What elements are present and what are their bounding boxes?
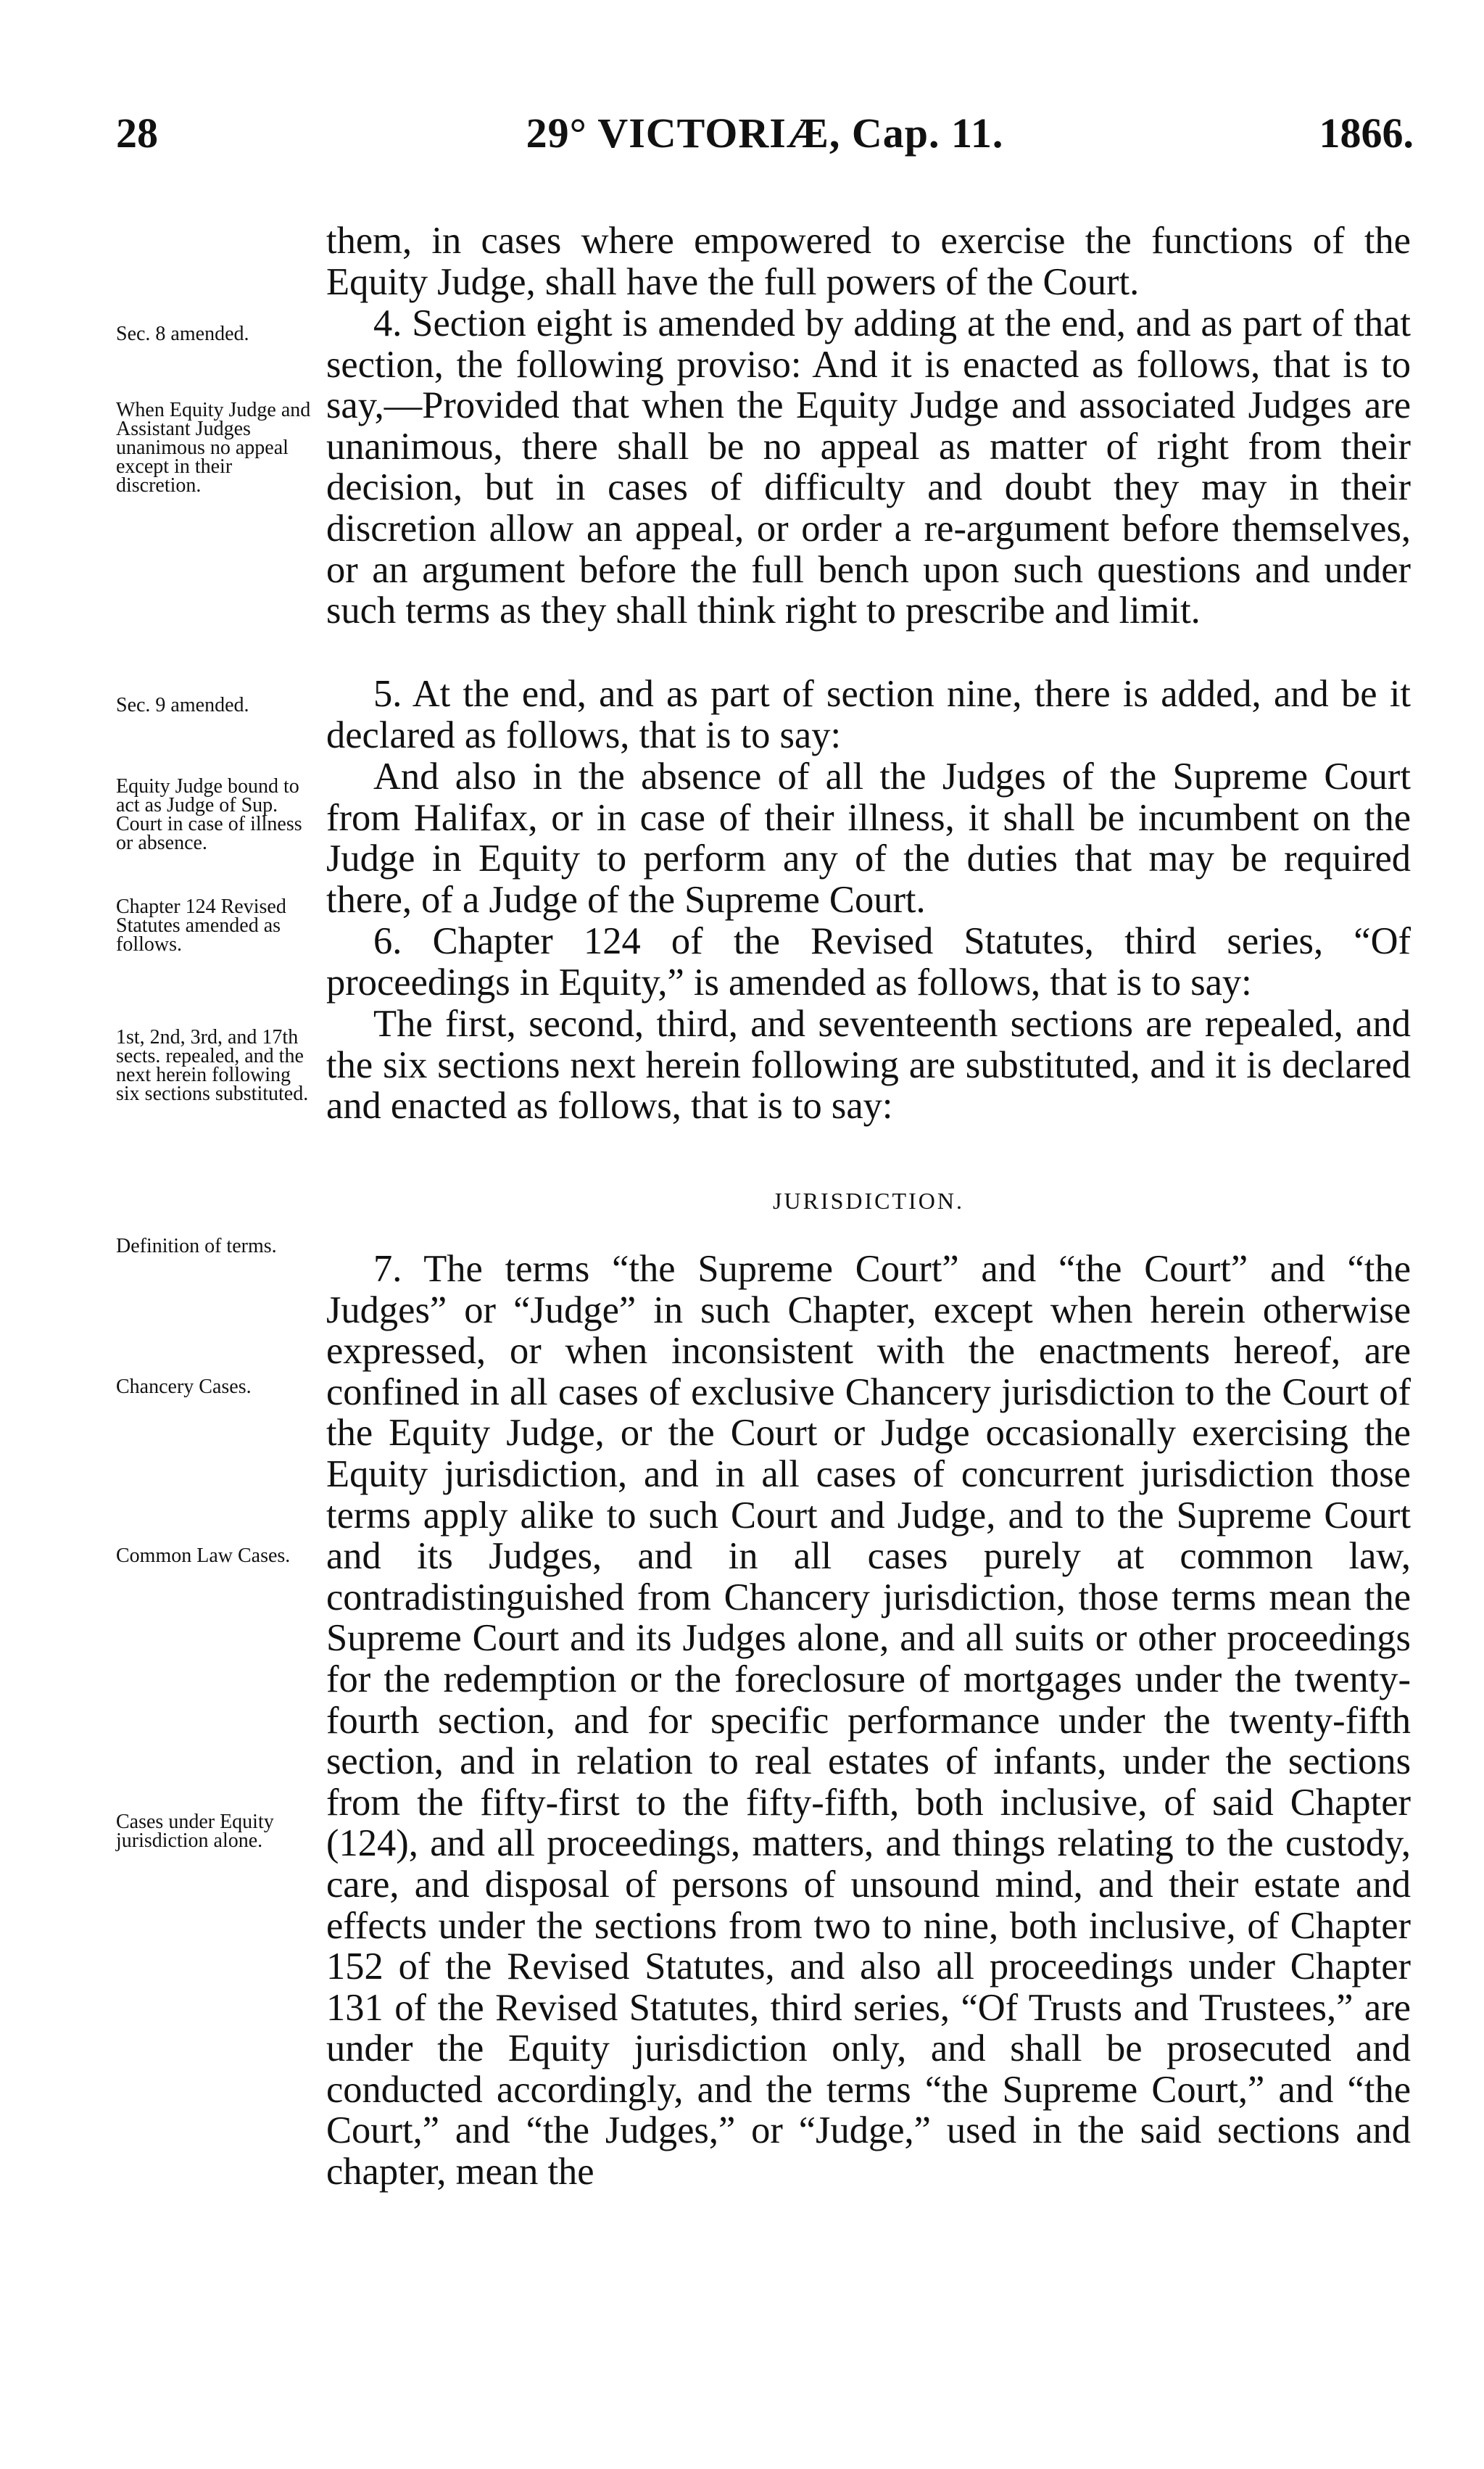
- section-heading: JURISDICTION.: [773, 1188, 964, 1214]
- paragraph-continuation: them, in cases where empowered to exercise the functions of the Equity Judge, shall have the full powers of the Court.: [326, 220, 1411, 303]
- margin-note: When Equity Judge and Assistant Judges unanimous no appeal except in their discretion.: [116, 399, 311, 497]
- margin-note: Cases under Equity jurisdiction alone.: [116, 1811, 274, 1852]
- running-title: 29° VICTORIÆ, Cap. 11.: [526, 109, 1004, 157]
- margin-note: Equity Judge bound to act as Judge of Sup. Court in case of illness or absence.: [116, 775, 302, 854]
- page-number: 28: [116, 109, 158, 157]
- paragraph-section-6: 6. Chapter 124 of the Revised Statutes, third series, “Of proceedings in Equity,” is amended as follows, that is to say:: [326, 920, 1411, 1004]
- header-year: 1866.: [1319, 109, 1414, 157]
- margin-note: Chapter 124 Revised Statutes amended as follows.: [116, 896, 286, 956]
- margin-note: Chancery Cases.: [116, 1376, 252, 1398]
- margin-note: Sec. 8 amended.: [116, 323, 249, 345]
- paragraph-section-5: 5. At the end, and as part of section nine, there is added, and be it declared as follows, that is to say:: [326, 673, 1411, 756]
- paragraph-substitution: The first, second, third, and seventeenth sections are repealed, and the six sections next herein following are substituted, and it is declared and enacted as follows, that is to say:: [326, 1003, 1411, 1128]
- paragraph-proviso: And also in the absence of all the Judges of the Supreme Court from Halifax, or in case of their illness, it shall be incumbent on the Judge in Equity to perform any of the duties that may be required there, of a Judge of the Supreme Court.: [326, 756, 1411, 921]
- margin-note: 1st, 2nd, 3rd, and 17th sects. repealed, and the next herein following six sections substituted.: [116, 1026, 309, 1105]
- paragraph-section-4: 4. Section eight is amended by adding at the end, and as part of that section, the following proviso: And it is enacted as follows, that is to say,—Provided that when the Equity Judge and associated Judges are unanimous, there shall be no appeal as matter of right from their decision, but in cases of difficulty and doubt they may in their discretion allow an appeal, or order a re-argument before themselves, or an argument before the full bench upon such questions and under such terms as they shall think right to prescribe and limit.: [326, 302, 1411, 632]
- margin-note: Common Law Cases.: [116, 1544, 291, 1567]
- paragraph-section-7: 7. The terms “the Supreme Court” and “the Court” and “the Judges” or “Judge” in such Chapter, except when herein otherwise expressed, or when inconsistent with the enactments hereof, are confined in all cases of exclusive Chancery jurisdiction to the Court of the Equity Judge, or the Court or Judge occasionally exercising the Equity jurisdiction, and in all cases of concurrent jurisdiction those terms apply alike to such Court and Judge, and to the Supreme Court and its Judges, and in all cases purely at common law, contradistinguished from Chancery jurisdiction, those terms mean the Supreme Court and its Judges alone, and all suits or other proceedings for the redemption or the foreclosure of mortgages under the twenty-fourth section, and for specific performance under the twenty-fifth section, and in relation to real estates of infants, under the sections from the fifty-first to the fifty-fifth, both inclusive, of said Chapter (124), and all proceedings, matters, and things relating to the custody, care, and disposal of persons of unsound mind, and their estate and effects under the sections from two to nine, both inclusive, of Chapter 152 of the Revised Statutes, and also all proceedings under Chapter 131 of the Revised Statutes, third series, “Of Trusts and Trustees,” are under the Equity jurisdiction only, and shall be prosecuted and conducted accordingly, and the terms “the Supreme Court,” and “the Court,” and “the Judges,” or “Judge,” used in the said sections and chapter, mean the: [326, 1248, 1411, 2193]
- margin-note: Definition of terms.: [116, 1235, 277, 1257]
- margin-note: Sec. 9 amended.: [116, 694, 249, 716]
- running-header: [116, 109, 1414, 167]
